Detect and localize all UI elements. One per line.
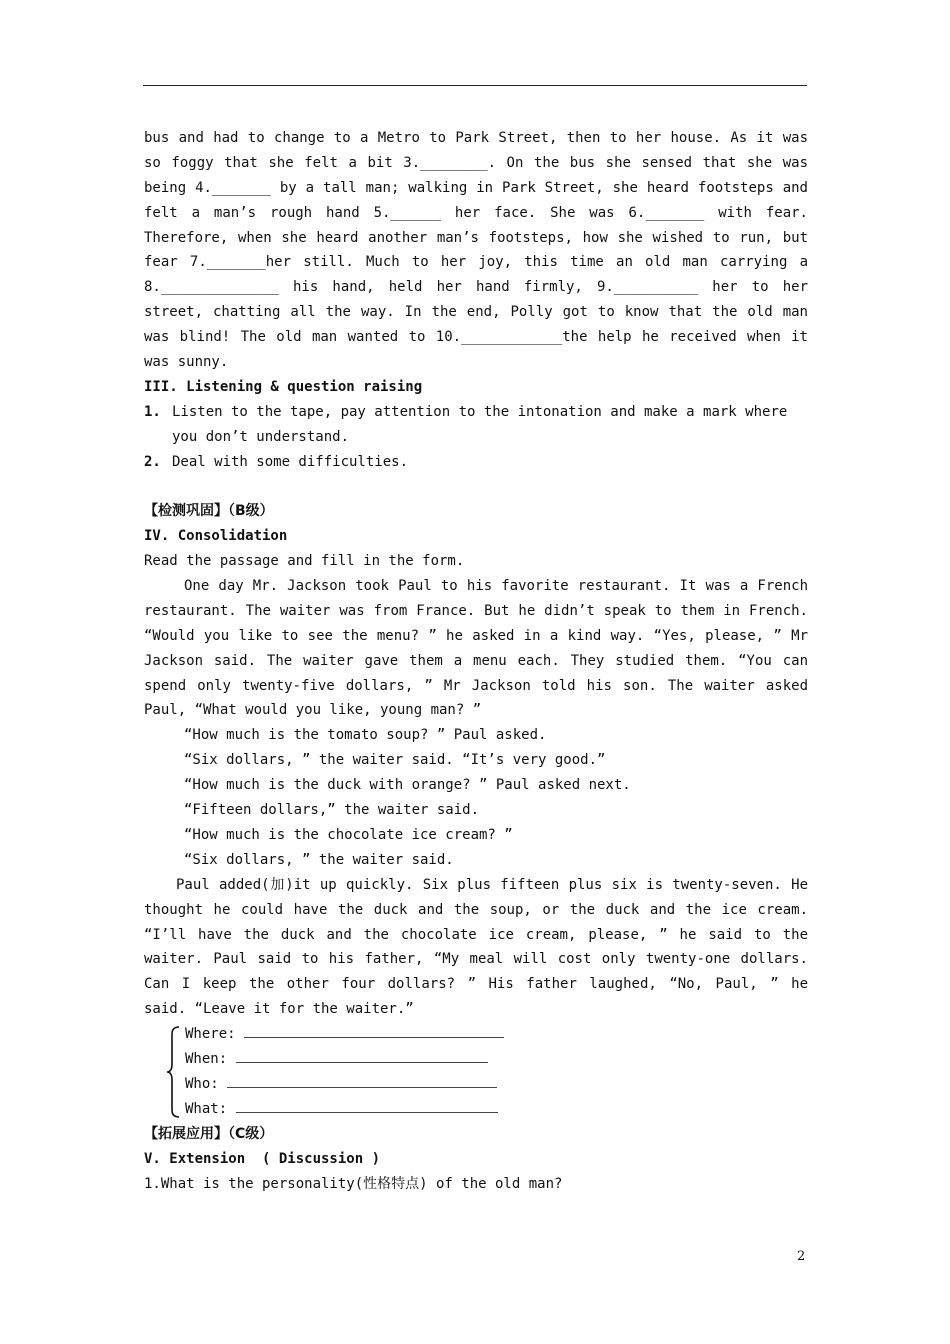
form-label: When: xyxy=(185,1050,236,1067)
instruction-text: Read the passage and fill in the form. xyxy=(144,553,465,570)
passage-line: “Fifteen dollars,” the waiter said. xyxy=(184,802,480,819)
form-row xyxy=(185,1072,497,1097)
passage-line: “Six dollars, ” the waiter said. xyxy=(184,851,454,868)
section-tag-c-level: 【拓展应用】（C级） xyxy=(144,1126,274,1143)
passage-line: One day Mr. Jackson took Paul to his favorite restaurant. It was a French xyxy=(184,578,808,595)
cloze-passage xyxy=(144,126,808,375)
page-content xyxy=(144,126,808,1197)
passage-line: was sunny. xyxy=(144,354,229,371)
form-label: Who: xyxy=(185,1075,228,1092)
list-item-text: Deal with some difficulties. xyxy=(172,453,409,470)
page-number: 2 xyxy=(797,1249,806,1264)
passage-line: Paul added(加)it up quickly. Six plus fifteen plus six is twenty-seven. He xyxy=(176,876,808,893)
passage-line: was blind! The old man wanted to 10.____________the help he received when it xyxy=(144,329,808,346)
form-label: What: xyxy=(185,1100,236,1117)
spacer xyxy=(144,474,808,499)
passage-line: Jackson said. The waiter gave them a menu each. They studied them. “You can xyxy=(144,652,808,669)
passage-line: bus and had to change to a Metro to Park Street, then to her house. As it was xyxy=(144,130,808,146)
passage-line: Paul, “What would you like, young man? ” xyxy=(144,702,482,719)
passage-line: Therefore, when she heard another man’s footsteps, how she wished to run, but xyxy=(144,229,808,246)
passage-line: “How much is the tomato soup? ” Paul asked. xyxy=(184,727,547,744)
reading-passage xyxy=(144,574,808,1022)
form-blank[interactable] xyxy=(236,1098,498,1113)
discussion-question: 1.What is the personality(性格特点) of the old man? xyxy=(144,1175,563,1192)
passage-line: Can I keep the other four dollars? ” His father laughed, “No, Paul, ” he xyxy=(144,976,808,993)
list-item-text: you don’t understand. xyxy=(172,428,350,445)
passage-line: thought he could have the duck and the soup, or the duck and the ice cream. xyxy=(144,901,808,918)
fill-in-form xyxy=(144,1022,808,1122)
passage-line: fear 7._______her still. Much to her joy, this time an old man carrying a xyxy=(144,254,808,271)
passage-line: “Six dollars, ” the waiter said. “It’s very good.” xyxy=(184,752,606,769)
form-row xyxy=(185,1022,504,1047)
list-item xyxy=(144,450,808,475)
list-item xyxy=(144,400,808,425)
form-row xyxy=(185,1097,498,1122)
section-tag-b-level: 【检测巩固】（B级） xyxy=(144,503,274,520)
passage-line: “How much is the chocolate ice cream? ” xyxy=(184,826,513,843)
passage-line: being 4._______ by a tall man; walking in Park Street, she heard footsteps and xyxy=(144,179,808,196)
brace-icon xyxy=(166,1026,180,1118)
passage-line: so foggy that she felt a bit 3.________. On the bus she sensed that she was xyxy=(144,154,808,171)
passage-line: spend only twenty-five dollars, ” Mr Jackson told his son. The waiter asked xyxy=(144,677,808,694)
passage-line: “How much is the duck with orange? ” Paul asked next. xyxy=(184,777,631,794)
passage-line: said. “Leave it for the waiter.” xyxy=(144,1001,414,1018)
form-blank[interactable] xyxy=(227,1073,497,1088)
listening-list xyxy=(144,400,808,475)
passage-line: 8.______________ his hand, held her hand firmly, 9.__________ her to her xyxy=(144,279,808,296)
list-item-text: Listen to the tape, pay attention to the intonation and make a mark where xyxy=(172,403,788,420)
list-item xyxy=(144,425,808,450)
header-rule xyxy=(143,85,807,86)
passage-line: waiter. Paul said to his father, “My meal will cost only twenty-one dollars. xyxy=(144,951,808,968)
passage-line: felt a man’s rough hand 5.______ her face. She was 6._______ with fear. xyxy=(144,204,808,221)
section-heading-extension: V. Extension ( Discussion ) xyxy=(144,1150,381,1167)
form-label: Where: xyxy=(185,1026,245,1043)
list-item-number: 1. xyxy=(144,403,161,420)
section-heading-listening: III. Listening & question raising xyxy=(144,378,423,395)
form-blank[interactable] xyxy=(236,1048,488,1063)
passage-line: “I’ll have the duck and the chocolate ice cream, please, ” he said to the xyxy=(144,926,808,943)
form-row xyxy=(185,1047,488,1072)
section-heading-consolidation: IV. Consolidation xyxy=(144,528,288,545)
passage-line: restaurant. The waiter was from France. But he didn’t speak to them in French. xyxy=(144,602,808,619)
list-item-number: 2. xyxy=(144,453,161,470)
passage-line: “Would you like to see the menu? ” he asked in a kind way. “Yes, please, ” Mr xyxy=(144,627,808,644)
form-blank[interactable] xyxy=(244,1023,504,1038)
passage-line: street, chatting all the way. In the end, Polly got to know that the old man xyxy=(144,304,808,321)
